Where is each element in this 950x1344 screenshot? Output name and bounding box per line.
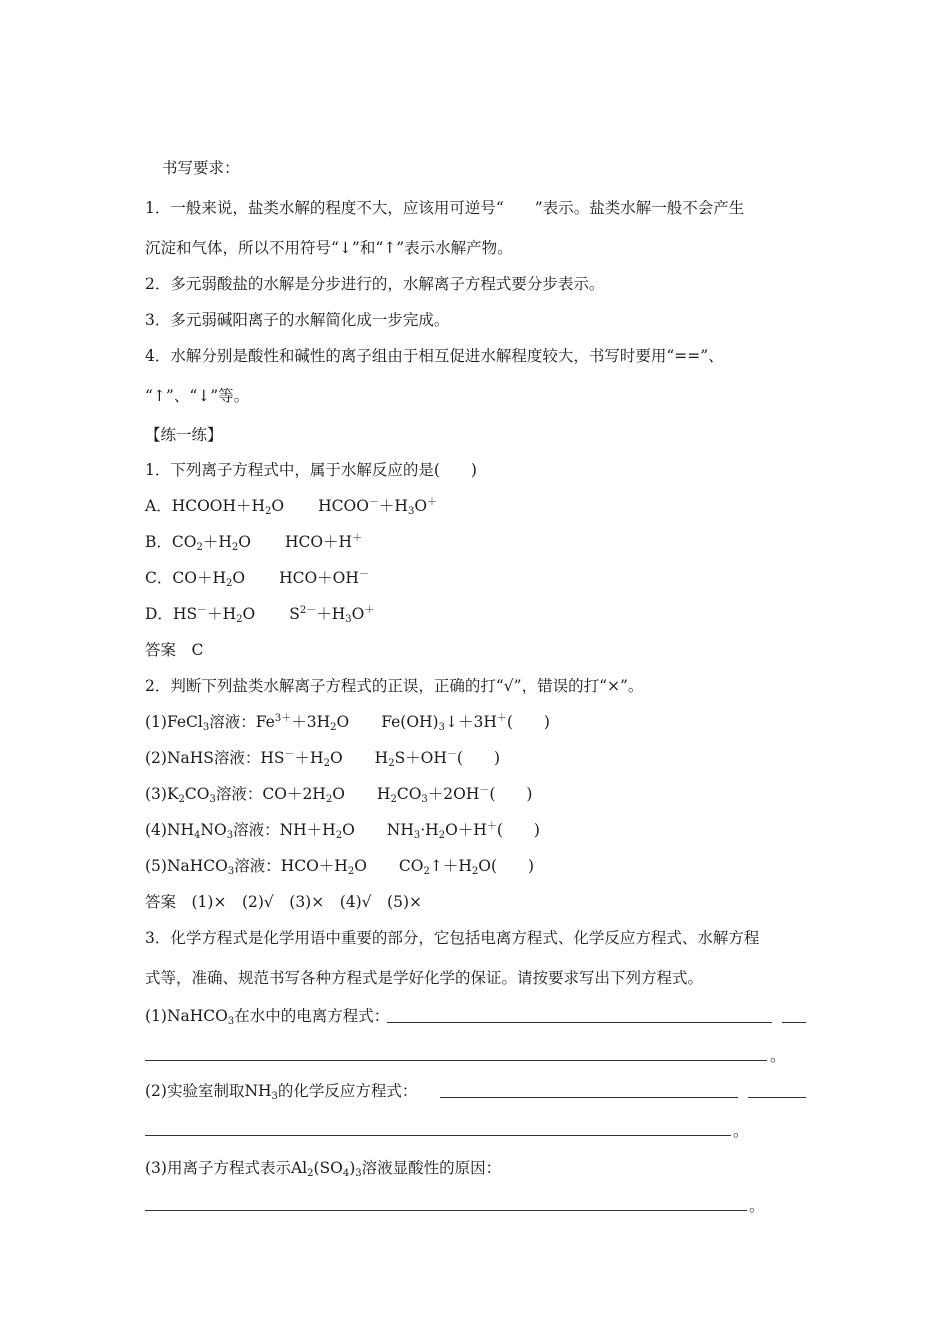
practice-title: 【练一练】 — [145, 426, 223, 444]
q2-item-2: (2)NaHS溶液：$HS^-+H_2O$ $H_2S+OH^-$( ) — [145, 749, 501, 769]
q2-answer: 答案 (1)× (2)√ (3)× (4)√ (5)× — [145, 893, 422, 911]
q2-item-4: $(4)NH_4NO_3$溶液：$NH+H_2O$ $NH_3\cdot H_2O+H^+$( ) — [145, 821, 540, 841]
q1-answer: 答案 C — [145, 641, 204, 659]
q3-stem-line-1: 3．化学方程式是化学用语中重要的部分，它包括电离方程式、化学反应方程式、水解方程 — [145, 929, 760, 947]
rule-3: 3．多元弱碱阳离子的水解简化成一步完成。 — [145, 311, 450, 329]
rule-4-line-2: “↑”、“↓”等。 — [145, 387, 250, 405]
q3-part-3-period: 。 — [749, 1197, 765, 1215]
q3-part-2-period: 。 — [733, 1122, 749, 1140]
q2-item-3: $(3)K_2CO_3$溶液：$CO+2H_2O$ $H_2CO_3+2OH^-$( ) — [145, 785, 533, 805]
q3-part-1-blank-b[interactable] — [782, 1022, 806, 1023]
rule-1-line-2: 沉淀和气体，所以不用符号“↓”和“↑”表示水解产物。 — [145, 239, 513, 257]
q1-option-a: A．$HCOOH+H_2O$ $HCOO^-+H_3O^+$ — [145, 497, 438, 517]
q3-part-1-blank-c[interactable] — [145, 1060, 767, 1061]
q3-part-3-blank[interactable] — [145, 1210, 747, 1211]
q2-stem: 2．判断下列盐类水解离子方程式的正误，正确的打“√”，错误的打“×”。 — [145, 677, 644, 695]
q3-part-2-blank-c[interactable] — [145, 1135, 731, 1136]
q1-stem: 1．下列离子方程式中，属于水解反应的是( ) — [145, 461, 477, 479]
q3-part-2-blank-b[interactable] — [748, 1097, 806, 1098]
q1-option-d: D．$HS^-+H_2O$ $S^{2-}+H_3O^+$ — [145, 605, 375, 625]
rule-4-line-1: 4．水解分别是酸性和碱性的离子组由于相互促进水解程度较大，书写时要用“==”、 — [145, 347, 724, 365]
q1-option-b: B．$CO_2+H_2O$ HCO＋H＋ — [145, 533, 363, 553]
q3-part-3: (3)用离子方程式表示$Al_2(SO_4)_3$溶液显酸性的原因： — [145, 1159, 502, 1179]
q3-part-2: (2)实验室制取$NH_3$的化学反应方程式： — [145, 1082, 418, 1102]
q2-item-1: (1)FeCl$_3$溶液：$Fe^{3+}+3H_2O$ $Fe(OH)_3↓+3H^+$( ) — [145, 713, 550, 733]
q3-part-1-period: 。 — [770, 1047, 786, 1065]
q3-part-2-blank-a[interactable] — [440, 1097, 738, 1098]
q3-part-1: (1)NaHCO$_3$在水中的电离方程式： — [145, 1007, 390, 1027]
q3-part-1-blank-a[interactable] — [387, 1022, 772, 1023]
rules-heading: 书写要求： — [162, 159, 240, 177]
q2-item-5: (5)NaHCO$_3$溶液：$HCO+H_2O$ $CO_2↑+H_2O$( ) — [145, 857, 535, 877]
q3-stem-line-2: 式等，准确、规范书写各种方程式是学好化学的保证。请按要求写出下列方程式。 — [145, 969, 704, 987]
rule-1-line-1: 1．一般来说，盐类水解的程度不大，应该用可逆号“ ”表示。盐类水解一般不会产生 — [145, 199, 745, 217]
q1-option-c: C．$CO+H_2O$ HCO＋OH－ — [145, 569, 369, 589]
rule-2: 2．多元弱酸盐的水解是分步进行的，水解离子方程式要分步表示。 — [145, 275, 605, 293]
